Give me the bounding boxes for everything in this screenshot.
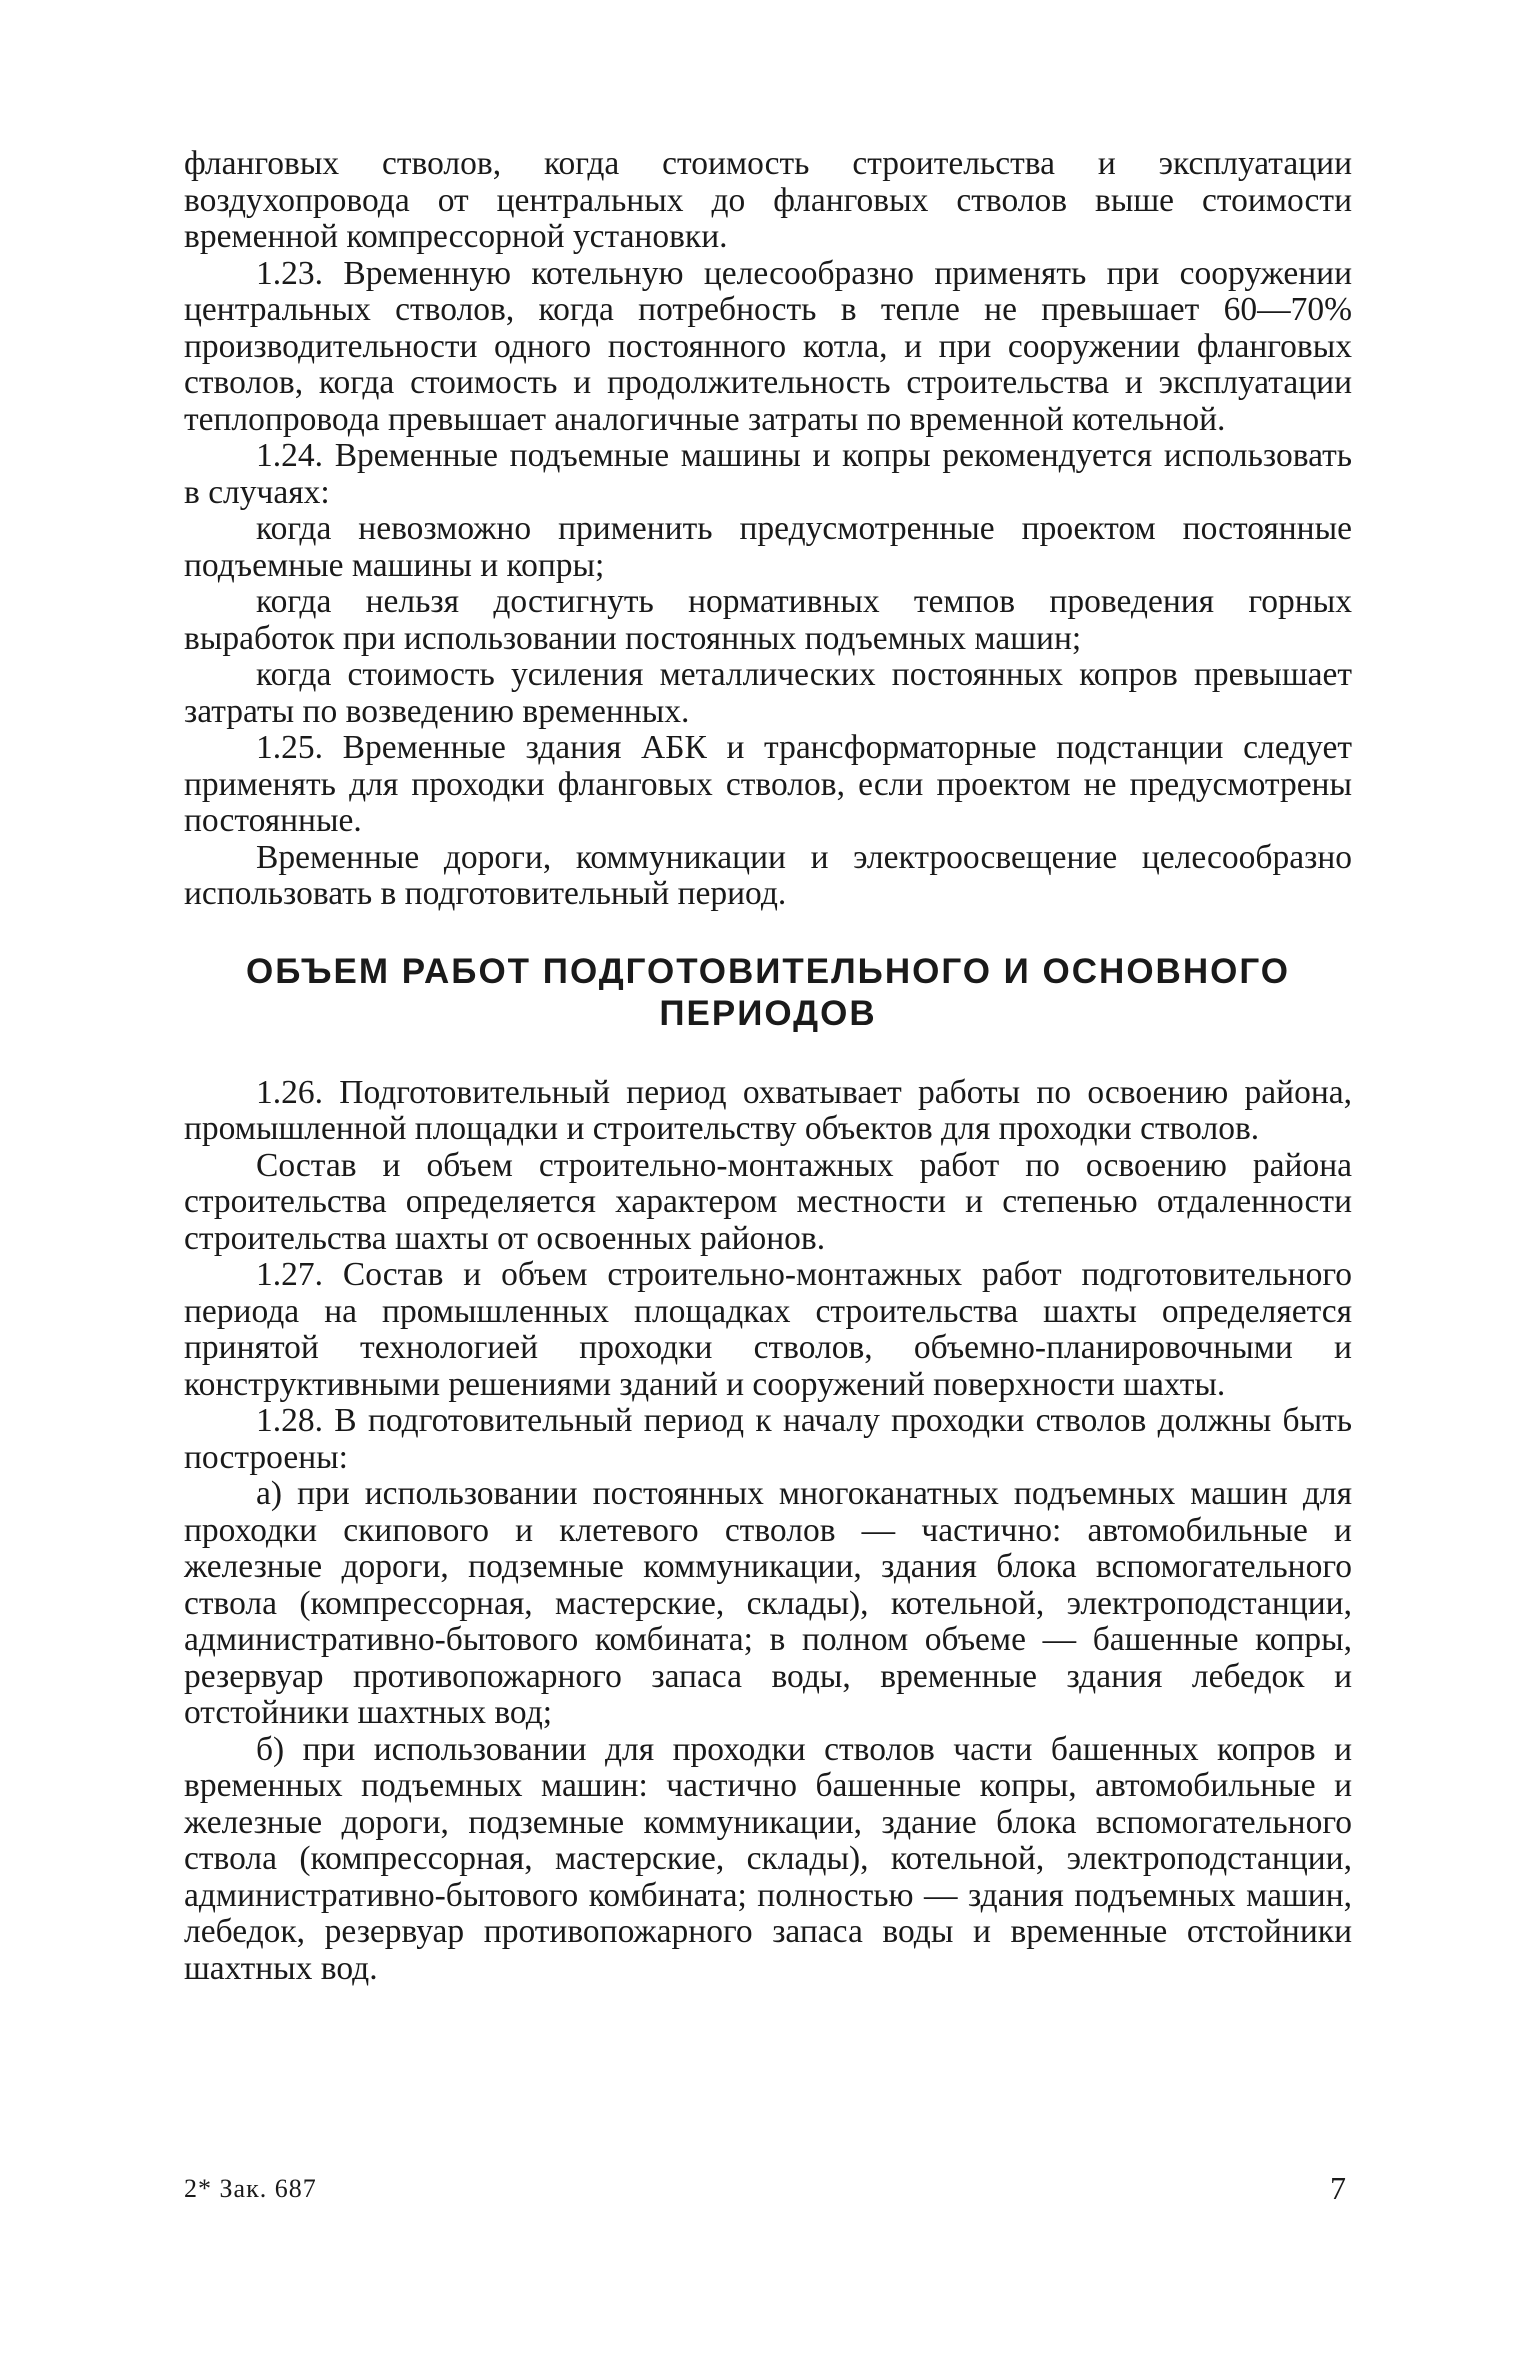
paragraph: Состав и объем строительно-монтажных работ по освоению района строительства определяется характером местности и степенью отдаленности строительства шахты от освоенных районов. <box>184 1146 1352 1257</box>
body-text <box>184 146 1352 1987</box>
section-heading-line: ОБЪЕМ РАБОТ ПОДГОТОВИТЕЛЬНОГО И ОСНОВНОГО <box>246 951 1290 991</box>
section-heading <box>184 951 1352 1035</box>
paragraph: когда стоимость усиления металлических постоянных копров превышает затраты по возведению временных. <box>184 656 1352 730</box>
paragraph: 1.26. Подготовительный период охватывает работы по освоению района, промышленной площадки и строительству объектов для проходки стволов. <box>184 1073 1352 1147</box>
paragraph: 1.28. В подготовительный период к началу проходки стволов должны быть построены: <box>184 1402 1352 1476</box>
paragraph: 1.27. Состав и объем строительно-монтажных работ подготовительного периода на промышленных площадках строительства шахты определяется принятой технологией проходки стволов, объемно-планировочными и конструктивными решениями зданий и сооружений поверхности шахты. <box>184 1256 1352 1403</box>
paragraph: 1.24. Временные подъемные машины и копры рекомендуется использовать в случаях: <box>184 437 1352 511</box>
paragraph: когда невозможно применить предусмотренные проектом постоянные подъемные машины и копры; <box>184 510 1352 584</box>
paragraph: б) при использовании для проходки стволов части башенных копров и временных подъемных машин: частично башенные копры, автомобильные и железные дороги, подземные коммуникации, здание блока вспомогательного ствола (компрессорная, мастерские, склады), котельной, электроподстанции, административно-бытового комбината; полностью — здания подъемных машин, лебедок, резервуар противопожарного запаса воды и временные отстойники шахтных вод. <box>184 1730 1352 1987</box>
print-order-note: 2* Зак. 687 <box>184 2174 317 2203</box>
section-heading-line: ПЕРИОДОВ <box>659 993 877 1033</box>
page-number: 7 <box>1330 2170 1346 2206</box>
paragraph: 1.25. Временные здания АБК и трансформаторные подстанции следует применять для проходки фланговых стволов, если проектом не предусмотрены постоянные. <box>184 729 1352 839</box>
paragraph: а) при использовании постоянных многоканатных подъемных машин для проходки скипового и клетевого стволов — частично: автомобильные и железные дороги, подземные коммуникации, здания блока вспомогательного ствола (компрессорная, мастерские, склады), котельной, электроподстанции, административно-бытового комбината; в полном объеме — башенные копры, резервуар противопожарного запаса воды, временные здания лебедок и отстойники шахтных вод; <box>184 1475 1352 1731</box>
paragraph: Временные дороги, коммуникации и электроосвещение целесообразно использовать в подготовительный период. <box>184 838 1352 912</box>
paragraph: фланговых стволов, когда стоимость строительства и эксплуатации воздухопровода от центральных до фланговых стволов выше стоимости временной компрессорной установки. <box>184 145 1352 255</box>
paragraph: 1.23. Временную котельную целесообразно применять при сооружении центральных стволов, когда потребность в тепле не превышает 60—70% производительности одного постоянного котла, и при сооружении фланговых стволов, когда стоимость и продолжительность строительства и эксплуатации теплопровода превышает аналогичные затраты по временной котельной. <box>184 254 1352 438</box>
paragraph: когда нельзя достигнуть нормативных темпов проведения горных выработок при использовании постоянных подъемных машин; <box>184 583 1352 657</box>
